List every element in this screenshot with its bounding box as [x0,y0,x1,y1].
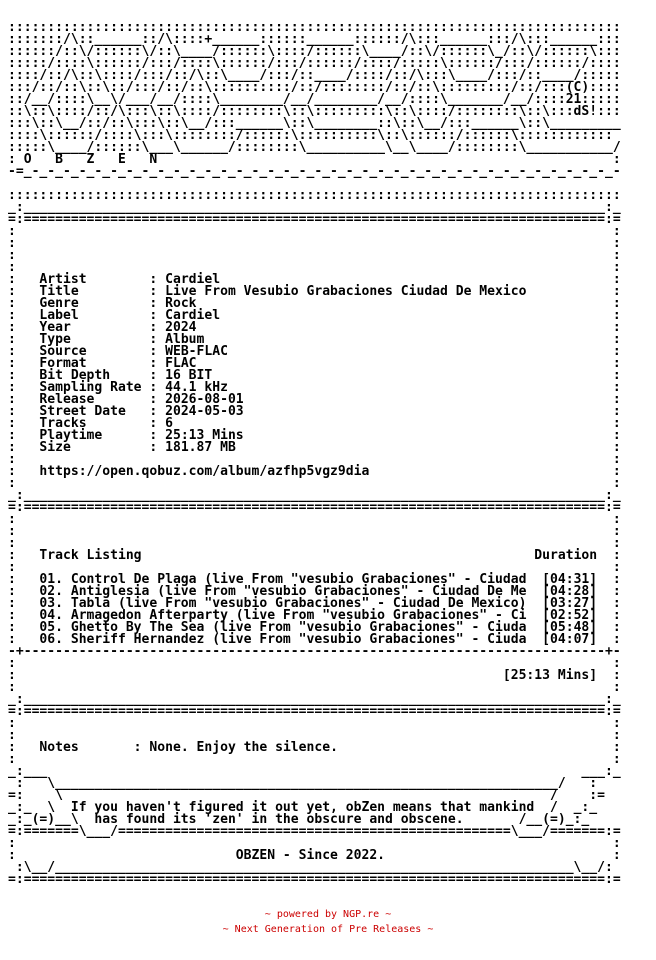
frame-edge: : : [8,224,621,239]
info-label: Playtime : [15,428,166,443]
track-duration: [04:31] [534,572,598,587]
frame-edge: : : [8,716,621,731]
total-playtime: [25:13 Mins] [15,668,598,683]
banner-art-line: :::::::/\::______::/\::::+______::::::______::::::/\:::______:::/\:::______::: [8,32,621,47]
info-value: 181.87 MB [165,440,236,455]
next-generation-line: ~ Next Generation of Pre Releases ~ [222,924,434,935]
frame-edge: : : [8,728,621,743]
divider: :::::::::::::::::::::::::::::::::::::::::::::::::::::::::::::::::::::::::::::: [8,188,621,203]
frame-edge: : : [8,560,621,575]
info-label: Artist : [15,272,166,287]
divider: =:==========================================================================:= [8,872,621,887]
divider: =:==========================================================================:= [8,212,621,227]
frame-edge: : : [8,836,621,851]
track-title: Tabla (live From "vesubio Grabaciones" - Ciudad De Mexico) [70,596,535,611]
track-title: Armagedon Afterparty (live From "vesubio Grabaciones" - Ci [70,608,535,623]
info-label: Sampling Rate : [15,380,166,395]
signature: OBZEN - Since 2022. [15,848,386,863]
divider: -+--------------------------------------------------------------------------+- [8,644,621,659]
track-duration: [04:28] [534,584,598,599]
track-duration: [04:07] [534,632,598,647]
info-label: Title : [15,284,166,299]
info-label: Release : [15,392,166,407]
info-label: Label : [15,308,166,323]
banner-art-line: ::::::/::\/::::::\/::\____/::::::\::::/::::::\____/::\/::::::\_/::\/::::::\::: [8,44,621,59]
divider: =:==========================================================================:= [8,704,621,719]
info-label: Year : [15,320,166,335]
quote-frame: _:___ ___:_ [8,764,621,779]
banner-base: -=_-_-_-_-_-_-_-_-_-_-_-_-_-_-_-_-_-_-_-_-_-_-_-_-_-_-_-_-_-_-_-_-_-_-_-_-_-_- [8,164,621,179]
frame-edge: : : [8,752,621,767]
info-value: 2024-05-03 [165,404,244,419]
info-value: 25:13 Mins [165,428,244,443]
info-value: Album [165,332,205,347]
frame-edge: : : [8,656,621,671]
divider: _:__________________________________________________________________________:_ [8,488,621,503]
banner-art-line: :::::::::::::::::::::::::::::::::::::::::::::::::::::::::::::::::::::::::::::: [8,20,621,35]
track-title: Antiglesia (live From "vesubio Grabaciones" - Ciudad De Me [70,584,535,599]
track-number: 03. [15,596,71,611]
quote-frame: =: \ / := [8,788,621,803]
banner-letters: O B Z E N [15,152,158,167]
quote-frame: : \________________________________________________________________/ : [8,776,621,791]
album-url: https://open.qobuz.com/album/azfhp5vgz9dia [15,464,370,479]
info-label: Source : [15,344,166,359]
info-value: WEB-FLAC [165,344,228,359]
divider: _:__________________________________________________________________________:_ [8,692,621,707]
info-label: Type : [15,332,166,347]
track-duration: [05:48] [534,620,598,635]
quote-frame: :\__/__________________________________________________________________\__/: [8,860,621,875]
frame-edge: : : [8,536,621,551]
banner-art-line: :::::/::::\::::::/:::/::::\::::::/:::/::::::/::::/:::::\::::::/:::/::::::/:::: [8,56,621,71]
track-duration: [02:52] [534,608,598,623]
frame-edge: : : [8,680,621,695]
duration-heading: Duration [141,548,598,563]
track-duration: [03:27] [534,596,598,611]
notes-label: Notes : [15,740,150,755]
divider: =:==========================================================================:= [8,500,621,515]
tracklist-heading: Track Listing [15,548,142,563]
track-title: Sheriff Hernandez (live From "vesubio Grabaciones" - Ciuda [70,632,535,647]
track-number: 04. [15,608,71,623]
banner-art-line: ::\::\::::/::/\:::\::\::::/::::::::\::\:::::::::\::\::::/::::::::\::\:::dS!::: [8,104,621,119]
info-value: 16 BIT [165,368,213,383]
info-label: Tracks : [15,416,166,431]
divider: _:__________________________________________________________________________:_ [8,200,621,215]
frame-edge: : : [8,452,621,467]
powered-by-line: ~ powered by NGP.re ~ [264,909,392,920]
info-value: 44.1 kHz [165,380,228,395]
track-number: 02. [15,584,71,599]
track-number: 01. [15,572,71,587]
info-label: Size : [15,440,166,455]
info-label: Genre : [15,296,166,311]
info-value: Rock [165,296,197,311]
powered-by-footer [0,907,656,937]
info-value: 6 [165,416,173,431]
banner-art-line: ::::\::::::/::::\:::\::::::::/::::::\::::::::::\::\::::::/::::::\:::::::::::: [8,128,621,143]
info-value: 2026-08-01 [165,392,244,407]
track-number: 06. [15,632,71,647]
info-value: FLAC [165,356,197,371]
nfo-document: :::::::::::::::::::::::::::::::::::::::::::::::::::::::::::::::::::::::::::::: :::::::/\::______::/\::::+______::::::______::::::/\:::______:::/\:::______::: ::::::/::\/::::::\/::\____/::::::\::::/::::::\____/::\/::::::\_/::\/::::::\::: :::::/::::\::::::/:::/::::\::::::/:::/::::::/::::/:::::\::::::/:::/::::::/:::: ::::/::/\::\::::/:::/::/\::\____/:::/::____/::::/::/\:::\____/:::/::____/::::: :::/::/::\::\::/:::/::/::\::::::::::/::/::::::::/::/::\:::::::::/::/:::(C):::: ::/__/::::\__\/___/__/::::\________/__/________/__/::::\_______/__/::::21::::: ::\::\::::/::/\:::\::\::::/::::::::\::\:::::::::\::\::::/::::::::\::\:::dS!::: :::\::\__/::/::\:::\::\__/:::______\::\________::\::\__/:::______\::\_________ ::::\::::::/::::\:::\::::::::/::::::\::::::::::\::\::::::/::::::\:::::::::::: :::::\____/::::::\___\______/::::::::\__________\__\____/::::::::\___________/ : O B Z E N : -=_-_-_-_-_-_-_-_-_-_-_-_-_-_-_-_-_-_-_-_-_-_-_-_-_-_-_-_-_-_-_-_-_-_-_-_-_-_- :::::::::::::::::::::::::::::::::::::::::::::::::::::::::::::::::::::::::::::: _:__________________________________________________________________________:_ =:==========================================================================:= : : : : : : : : : Artist : Cardiel : : Title : Live From Vesubio Grabaciones Ciudad De Mexico : : Genre : Rock : : Label : Cardiel : : Year : 2024 : : Type : Album : : Source : WEB-FLAC : : Format : FLAC : : Bit Depth : 16 BIT : : Sampling Rate : 44.1 kHz : : Release : 2026-08-01 : : Street Date : 2024-05-03 : : Tracks : 6 : : Playtime : 25:13 Mins : : Size : 181.87 MB : : : : https://open.qobuz.com/album/azfhp5vgz9dia : : : _:__________________________________________________________________________:_ =:==========================================================================:= : : : : : : : Track Listing Duration : : : : 01. Control De Plaga (live From "vesubio Grabaciones" - Ciudad [04:31] : : 02. Antiglesia (live From "vesubio Grabaciones" - Ciudad De Me [04:28] : : 03. Tabla (live From "vesubio Grabaciones" - Ciudad De Mexico) [03:27] : : 04. Armagedon Afterparty (live From "vesubio Grabaciones" - Ci [02:52] : : 05. Ghetto By The Sea (live From "vesubio Grabaciones" - Ciuda [05:48] : : 06. Sheriff Hernandez (live From "vesubio Grabaciones" - Ciuda [04:07] : -+--------------------------------------------------------------------------+- : : : [25:13 Mins] : : : _:__________________________________________________________________________:_ =:==========================================================================:= : : : : : Notes : None. Enjoy the silence. : : : _:___ ___:_ : \________________________________________________________________/ : =: \ / := _:_ \ If you haven't figured it out yet, obZen means that mankind / _:_ _:_(=)__\ has found its 'zen' in the obscure and obscene. /__(=)_:_ =:=======\___/==================================================\___/=======:= : : : OBZEN - Since 2022. : :\__/__________________________________________________________________\__/: =:==========================================================================:= [8,20,621,887]
quote-frame: =:=======\___/==================================================\___/=======:= [8,824,621,839]
frame-edge: : : [8,248,621,263]
banner-art-line: :::::\____/::::::\___\______/::::::::\__________\__\____/::::::::\___________/ [8,140,621,155]
track-title: Ghetto By The Sea (live From "vesubio Grabaciones" - Ciuda [70,620,535,635]
frame-edge: : : [8,260,621,275]
info-label: Format : [15,356,166,371]
info-label: Bit Depth : [15,368,166,383]
frame-edge: : : [8,524,621,539]
banner-art-line: :::/::/::\::\::/:::/::/::\::::::::::/::/::::::::/::/::\:::::::::/::/:::(C):::: [8,80,621,95]
banner-art-line: ::/__/::::\__\/___/__/::::\________/__/________/__/::::\_______/__/::::21::::: [8,92,621,107]
info-value: Live From Vesubio Grabaciones Ciudad De Mexico [165,284,527,299]
frame-edge: : : [8,512,621,527]
notes-text: None. Enjoy the silence. [149,740,338,755]
banner-art-line: :::\::\__/::/::\:::\::\__/:::______\::\________::\::\__/:::______\::\_________ [8,116,621,131]
banner-art-line: ::::/::/\::\::::/:::/::/\::\____/:::/::____/::::/::/\:::\____/:::/::____/::::: [8,68,621,83]
quote-line-2: has found its 'zen' in the obscure and obscene. [94,812,519,827]
frame-edge: : : [8,476,621,491]
info-label: Street Date : [15,404,166,419]
track-title: Control De Plaga (live From "vesubio Grabaciones" - Ciudad [70,572,535,587]
frame-edge: : : [8,236,621,251]
info-value: Cardiel [165,272,221,287]
info-value: Cardiel [165,308,221,323]
track-number: 05. [15,620,71,635]
quote-line-1: If you haven't figured it out yet, obZen means that mankind [70,800,550,815]
info-value: 2024 [165,320,197,335]
